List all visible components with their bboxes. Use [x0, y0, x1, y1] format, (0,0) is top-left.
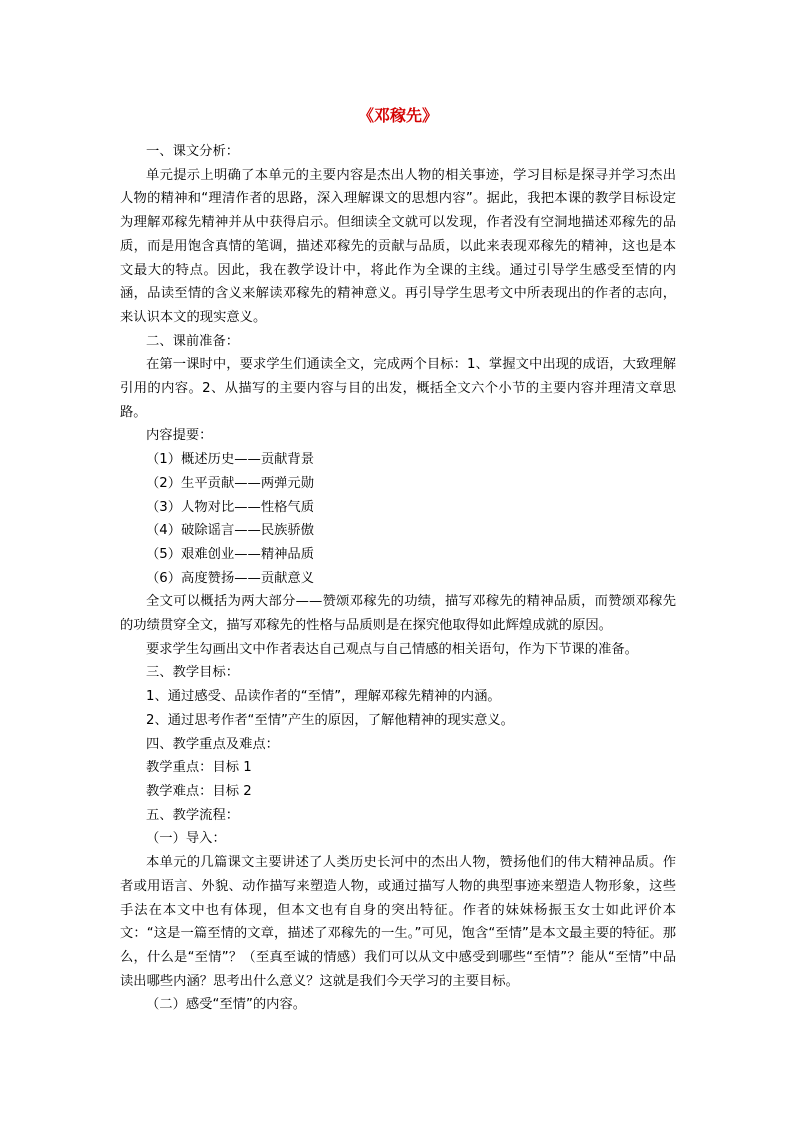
- outline-label: 内容提要：: [146, 428, 213, 444]
- goal-item: 1、通过感受、品读作者的“至情”，理解邓稼先精神的内涵。: [146, 689, 501, 705]
- subsection-heading-intro: （一）导入：: [146, 831, 226, 847]
- outline-item: （4）破除谣言——民族骄傲: [146, 523, 315, 539]
- paragraph-homework: 要求学生勾画出文中作者表达自己观点与自己情感的相关语句，作为下节课的准备。: [146, 641, 638, 657]
- section-heading-preparation: 二、课前准备：: [146, 333, 240, 349]
- outline-item: （1）概述历史——贡献背景: [146, 452, 315, 468]
- document-title: 《邓稼先》: [357, 106, 438, 125]
- subsection-heading-feel: （二）感受“至情”的内容。: [146, 997, 307, 1013]
- paragraph-summary: 全文可以概括为两大部分——赞颂邓稼先的功绩，描写邓稼先的精神品质，而赞颂邓稼先的功绩贯穿全文，描写邓稼先的性格与品质则是在探究他取得如此辉煌成就的原因。: [120, 594, 676, 634]
- difficulty-point: 教学难点：目标 2: [146, 783, 252, 799]
- outline-item: （5）艰难创业——精神品质: [146, 546, 315, 562]
- section-heading-goals: 三、教学目标：: [146, 665, 240, 681]
- outline-item: （3）人物对比——性格气质: [146, 499, 315, 515]
- key-point: 教学重点：目标 1: [146, 760, 252, 776]
- outline-item: （2）生平贡献——两弹元勋: [146, 475, 315, 491]
- section-heading-analysis: 一、课文分析：: [146, 144, 240, 159]
- document-page: [120, 104, 676, 1017]
- section-heading-key-points: 四、教学重点及难点：: [146, 736, 279, 752]
- goal-item: 2、通过思考作者“至情”产生的原因，了解他精神的现实意义。: [146, 712, 514, 728]
- section-heading-process: 五、教学流程：: [146, 807, 240, 823]
- paragraph-preparation: 在第一课时中，要求学生们通读全文，完成两个目标：1、掌握文中出现的成语，大致理解引用的内容。2、从描写的主要内容与目的出发，概括全文六个小节的主要内容并理清文章思路。: [120, 357, 676, 420]
- outline-item: （6）高度赞扬——贡献意义: [146, 570, 315, 586]
- paragraph-intro: 本单元的几篇课文主要讲述了人类历史长河中的杰出人物，赞扬他们的伟大精神品质。作者或用语言、外貌、动作描写来塑造人物，或通过描写人物的典型事迹来塑造人物形象，这些手法在本文中也有体现，但本文也有自身的突出特征。作者的妹妹杨振玉女士如此评价本文：“这是一篇至情的文章，描述了邓稼先的一生。”可见，饱含“至情”是本文最主要的特征。那么，什么是“至情”？（至真至诚的情感）我们可以从文中感受到哪些“至情”？能从“至情”中品读出哪些内涵？思考出什么意义？这就是我们今天学习的主要目标。: [120, 855, 676, 989]
- paragraph-analysis: 单元提示上明确了本单元的主要内容是杰出人物的相关事迹，学习目标是探寻并学习杰出人物的精神和“理清作者的思路，深入理解课文的思想内容”。据此，我把本课的教学目标设定为理解邓稼先精神并从中获得启示。但细读全文就可以发现，作者没有空洞地描述邓稼先的品质，而是用饱含真情的笔调，描述邓稼先的贡献与品质，以此来表现邓稼先的精神，这也是本文最大的特点。因此，我在教学设计中，将此作为全课的主线。通过引导学生感受至情的内涵，品读至情的含义来解读邓稼先的精神意义。再引导学生思考文中所表现出的作者的志向，来认识本文的现实意义。: [120, 167, 676, 325]
